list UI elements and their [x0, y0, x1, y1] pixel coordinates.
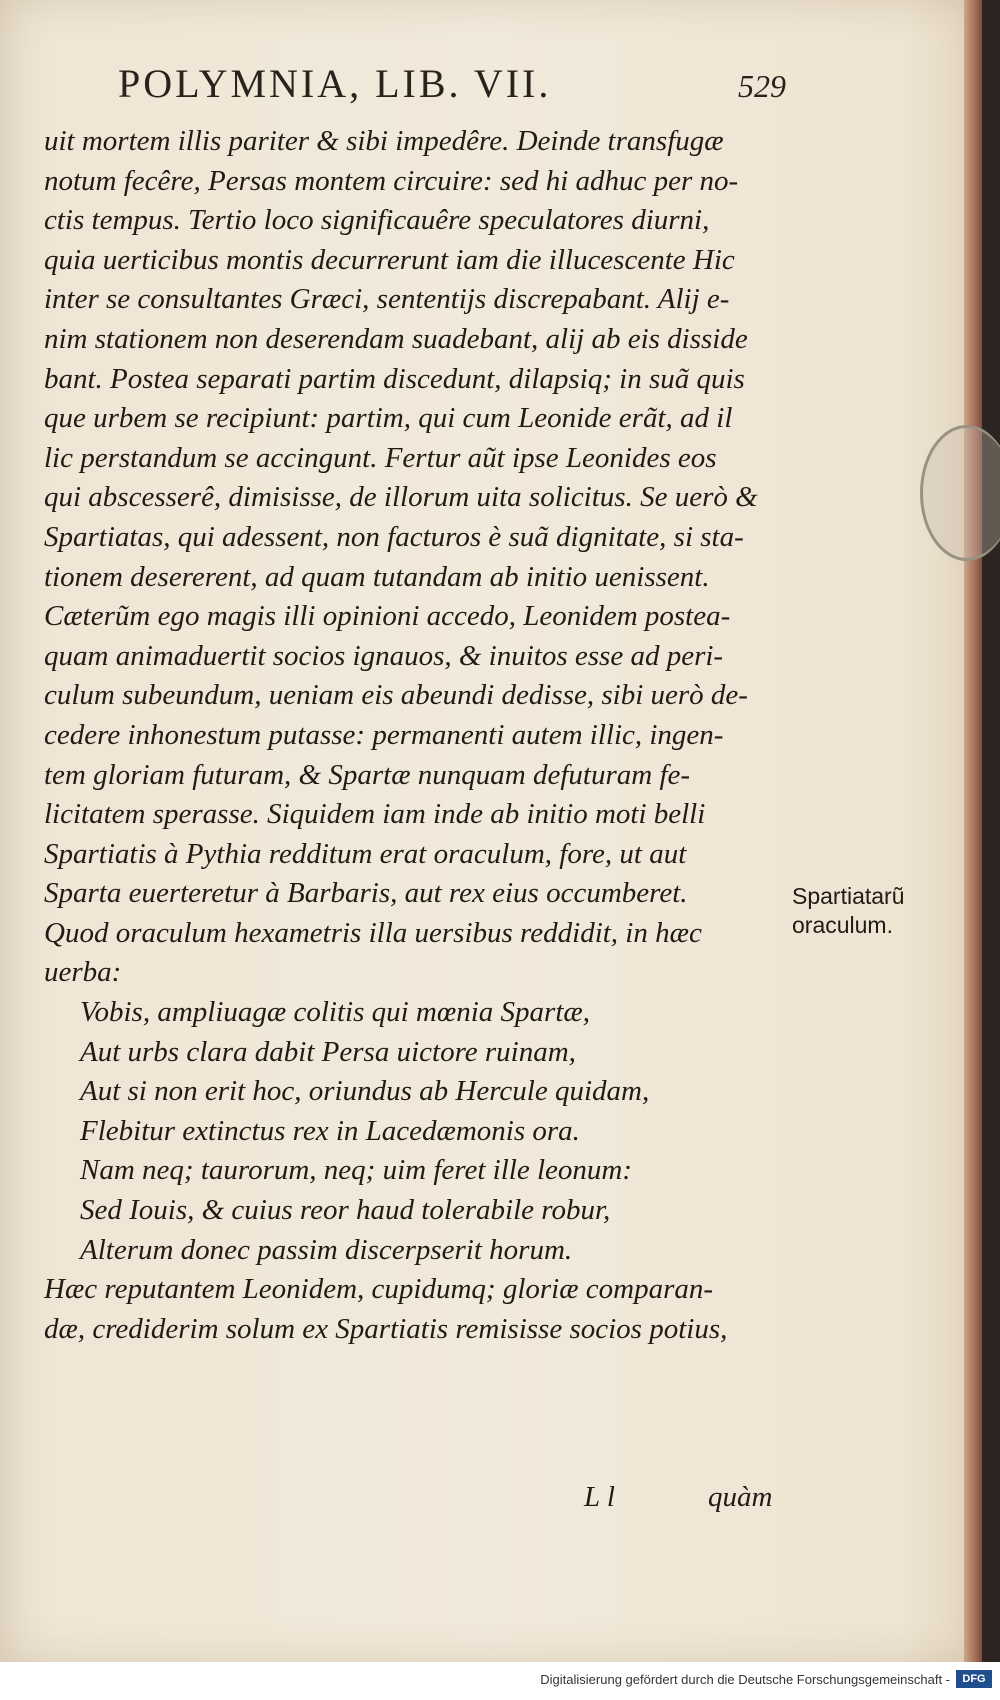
dfg-logo: DFG — [956, 1670, 992, 1688]
verse-line: Aut urbs clara dabit Persa uictore ruinam, — [80, 1035, 576, 1068]
text-line: dæ, crediderim solum ex Spartiatis remisisse socios potius, — [44, 1312, 728, 1345]
catchword: quàm — [708, 1481, 773, 1513]
text-line: qui abscesserê, dimisisse, de illorum uita solicitus. Se uerò & — [44, 481, 758, 514]
text-line: inter se consultantes Græci, sententijs discrepabant. Alij e- — [44, 283, 730, 316]
footer-bar — [0, 1662, 1000, 1700]
margin-note-line: oraculum. — [792, 912, 893, 938]
margin-note — [792, 882, 942, 940]
verse-line: Flebitur extinctus rex in Lacedæmonis ora. — [80, 1114, 580, 1147]
running-head: POLYMNIA, LIB. VII. — [118, 61, 552, 106]
main-text — [44, 122, 786, 1349]
text-line: tem gloriam futuram, & Spartæ nunquam defuturam fe- — [44, 758, 691, 791]
margin-note-line: Spartiatarũ — [792, 883, 905, 909]
text-line: culum subeundum, ueniam eis abeundi dedisse, sibi uerò de- — [44, 679, 748, 712]
text-line: ctis tempus. Tertio loco significauêre speculatores diurni, — [44, 204, 710, 237]
text-line: lic perstandum se accingunt. Fertur aũt ipse Leonides eos — [44, 441, 717, 474]
signature-mark: L l — [584, 1481, 615, 1513]
text-line: Quod oraculum hexametris illa uersibus reddidit, in hæc — [44, 916, 702, 949]
verse-line: Aut si non erit hoc, oriundus ab Hercule quidam, — [80, 1075, 650, 1108]
text-line: uit mortem illis pariter & sibi impedêre. Deinde transfugæ — [44, 125, 724, 157]
text-line: cedere inhonestum putasse: permanenti autem illic, ingen- — [44, 718, 724, 751]
funding-credit: Digitalisierung gefördert durch die Deutsche Forschungsgemeinschaft - — [540, 1672, 950, 1687]
text-line: quia uerticibus montis decurrerunt iam die illucescente Hic — [44, 243, 735, 276]
text-line: notum fecêre, Persas montem circuire: sed hi adhuc per no- — [44, 164, 739, 197]
verse-line: Vobis, ampliuagæ colitis qui mœnia Spartæ, — [80, 996, 590, 1029]
text-line: Sparta euerteretur à Barbaris, aut rex eius occumberet. — [44, 877, 688, 910]
text-line: quam animaduertit socios ignauos, & inuitos esse ad peri- — [44, 639, 724, 672]
text-line: licitatem sperasse. Siquidem iam inde ab initio moti belli — [44, 798, 706, 831]
text-line: uerba: — [44, 956, 122, 989]
verse-line: Sed Iouis, & cuius reor haud tolerabile robur, — [80, 1194, 611, 1227]
text-line: nim stationem non deserendam suadebant, alij ab eis disside — [44, 322, 748, 355]
verse-line: Alterum donec passim discerpserit horum. — [80, 1233, 573, 1266]
text-line: Spartiatis à Pythia redditum erat oraculum, fore, ut aut — [44, 837, 687, 870]
page-edge — [964, 0, 982, 1662]
verse-line: Nam neq; taurorum, neq; uim feret ille leonum: — [80, 1154, 632, 1187]
text-line: Cæterũm ego magis illi opinioni accedo, Leonidem postea- — [44, 600, 731, 633]
text-line: Spartiatas, qui adessent, non facturos è suã dignitate, si sta- — [44, 520, 744, 553]
page-number: 529 — [738, 68, 786, 104]
text-line: Hæc reputantem Leonidem, cupidumq; gloriæ comparan- — [44, 1273, 714, 1306]
text-line: bant. Postea separati partim discedunt, dilapsiq; in suã quis — [44, 362, 745, 395]
book-clasp — [920, 425, 1000, 561]
text-line: que urbem se recipiunt: partim, qui cum Leonide erãt, ad il — [44, 402, 733, 435]
text-line: tionem desererent, ad quam tutandam ab initio uenissent. — [44, 560, 710, 593]
